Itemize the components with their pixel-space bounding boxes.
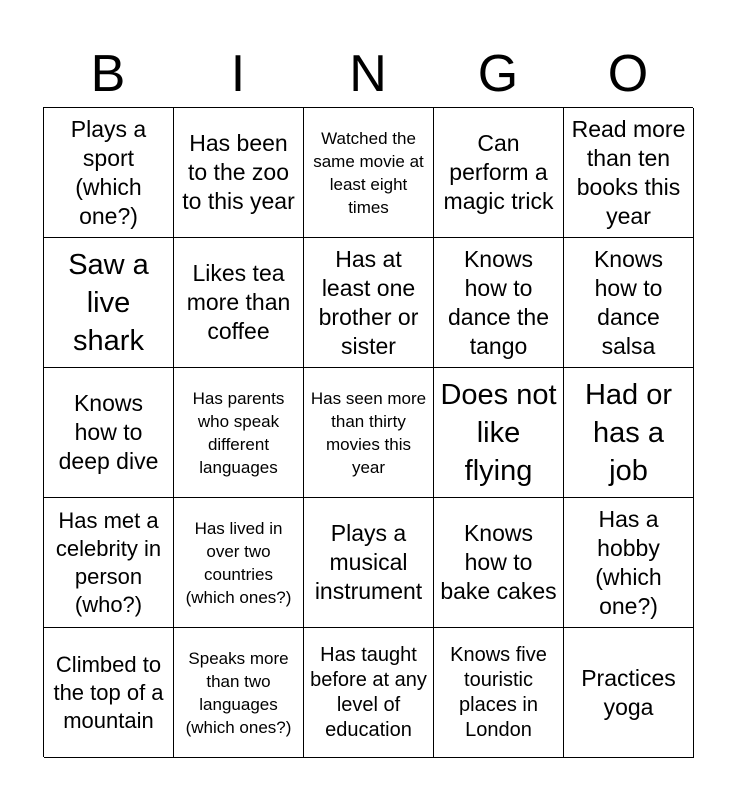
cell-text: Plays a musical instrument (314, 520, 423, 604)
cell-text: Has seen more than thirty movies this year (310, 388, 427, 477)
bingo-cell[interactable] (304, 108, 434, 238)
cell-text: Knows how to dance salsa (593, 245, 664, 359)
cell-text: Read more than ten books this year (571, 115, 686, 229)
header-letter-o: O (607, 45, 649, 103)
cell-text: Has lived in over two countries (which ones?) (185, 518, 292, 607)
cell-text: Knows five touristic places in London (450, 643, 547, 741)
cell-text: Knows how to bake cakes (440, 520, 557, 604)
bingo-cell[interactable] (434, 498, 564, 628)
bingo-cell[interactable] (564, 498, 694, 628)
bingo-cell[interactable] (564, 368, 694, 498)
cell-text: Knows how to dance the tango (447, 245, 550, 359)
bingo-cell[interactable] (44, 238, 174, 368)
cell-text: Had or has a job (584, 378, 673, 487)
cell-text: Has been to the zoo to this year (182, 130, 295, 214)
cell-text: Has a hobby (which one?) (595, 505, 662, 619)
bingo-cell[interactable] (44, 498, 174, 628)
cell-text: Saw a live shark (68, 248, 149, 357)
cell-text: Has parents who speak different languages (192, 388, 285, 477)
bingo-cell[interactable] (304, 368, 434, 498)
cell-text: Likes tea more than coffee (186, 260, 291, 344)
bingo-cell[interactable] (304, 628, 434, 758)
bingo-cell[interactable] (564, 238, 694, 368)
header-letter-b: B (90, 45, 126, 103)
cell-text: Plays a sport (which one?) (70, 115, 147, 229)
header-letter-n: N (349, 45, 387, 103)
cell-text: Has at least one brother or sister (318, 245, 419, 359)
bingo-cell[interactable] (44, 108, 174, 238)
bingo-cell[interactable] (304, 498, 434, 628)
bingo-cell[interactable] (564, 108, 694, 238)
cell-text: Can perform a magic trick (443, 130, 554, 214)
header-letter-i: I (230, 45, 246, 103)
cell-text: Has met a celebrity in person (who?) (55, 507, 162, 617)
cell-text: Does not like flying (440, 378, 557, 487)
bingo-cell[interactable] (44, 368, 174, 498)
cell-text: Knows how to deep dive (58, 390, 159, 474)
bingo-cell[interactable] (304, 238, 434, 368)
bingo-header (43, 40, 693, 108)
bingo-card (43, 107, 693, 757)
bingo-cell[interactable] (434, 238, 564, 368)
bingo-cell[interactable] (174, 498, 304, 628)
bingo-cell[interactable] (174, 108, 304, 238)
bingo-cell[interactable] (434, 368, 564, 498)
cell-text: Climbed to the top of a mountain (53, 651, 164, 733)
bingo-cell[interactable] (434, 108, 564, 238)
cell-text: Practices yoga (581, 664, 676, 720)
bingo-cell[interactable] (174, 238, 304, 368)
bingo-cell[interactable] (44, 628, 174, 758)
header-letter-g: G (477, 45, 519, 103)
cell-text: Watched the same movie at least eight times (313, 128, 424, 217)
cell-text: Speaks more than two languages (which ones?) (185, 648, 292, 737)
bingo-cell[interactable] (434, 628, 564, 758)
cell-text: Has taught before at any level of education (310, 643, 427, 741)
bingo-cell[interactable] (174, 368, 304, 498)
bingo-cell[interactable] (564, 628, 694, 758)
bingo-cell[interactable] (174, 628, 304, 758)
